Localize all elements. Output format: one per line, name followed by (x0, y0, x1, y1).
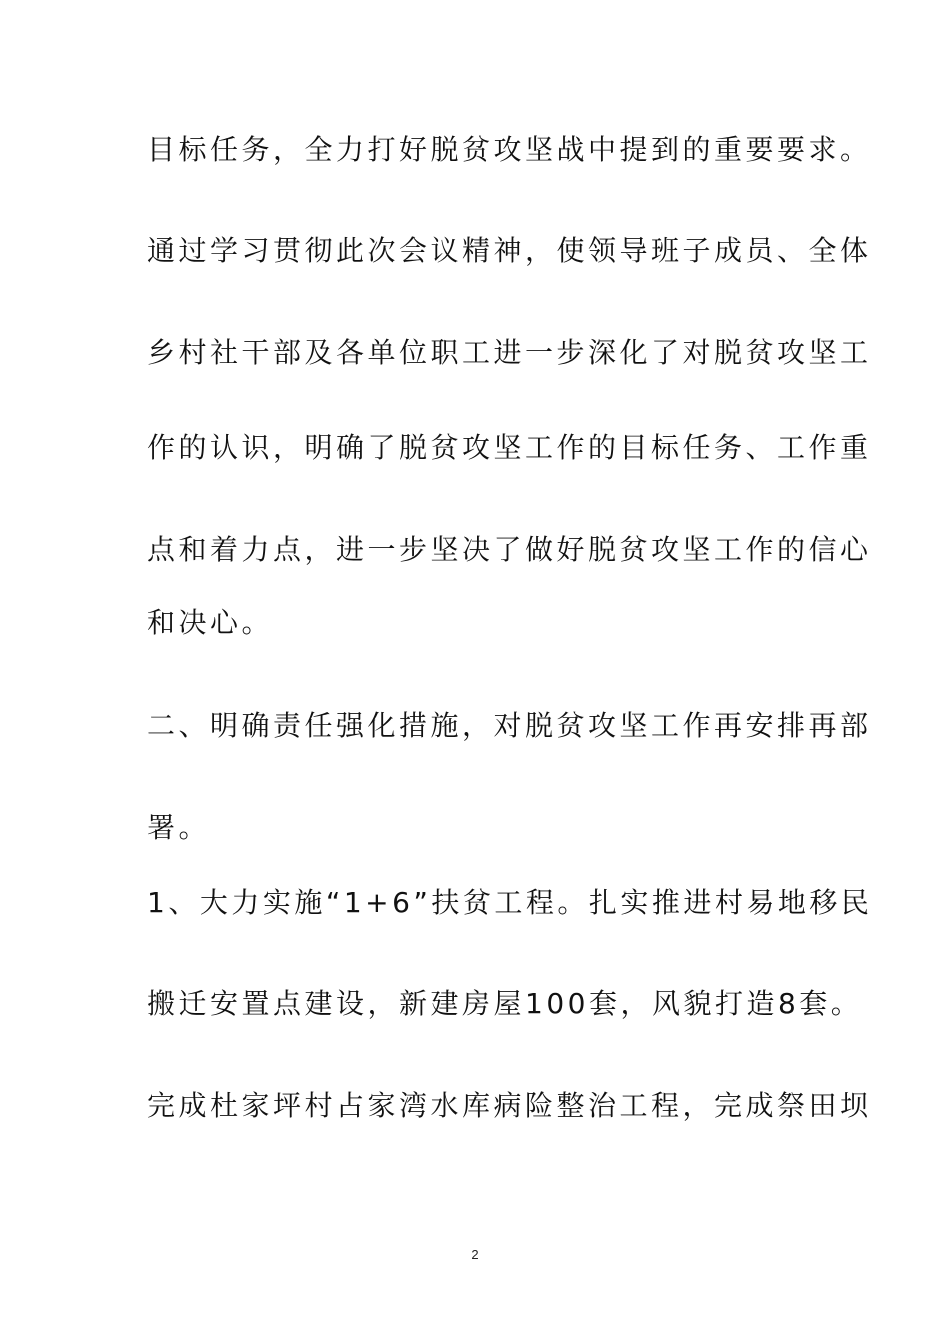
body-text-line: 作的认识，明确了脱贫攻坚工作的目标任务、工作重 (147, 431, 872, 464)
body-text-line: 乡村社干部及各单位职工进一步深化了对脱贫攻坚工 (147, 336, 872, 369)
body-text-line: 目标任务，全力打好脱贫攻坚战中提到的重要要求。 (147, 133, 872, 166)
body-text-line: 搬迁安置点建设，新建房屋100套，风貌打造8套。 (147, 987, 863, 1020)
page-number: 2 (471, 1247, 479, 1262)
section-heading-continued: 署。 (147, 811, 211, 844)
section-heading: 二、明确责任强化措施，对脱贫攻坚工作再安排再部 (147, 709, 872, 742)
body-text-line: 完成杜家坪村占家湾水库病险整治工程，完成祭田坝 (147, 1089, 872, 1122)
body-text-line: 点和着力点，进一步坚决了做好脱贫攻坚工作的信心 (147, 533, 872, 566)
body-text-line: 和决心。 (147, 606, 274, 639)
list-item-heading: 1、大力实施“1+6”扶贫工程。扎实推进村易地移民 (147, 886, 873, 919)
body-text-line: 通过学习贯彻此次会议精神，使领导班子成员、全体 (147, 234, 872, 267)
